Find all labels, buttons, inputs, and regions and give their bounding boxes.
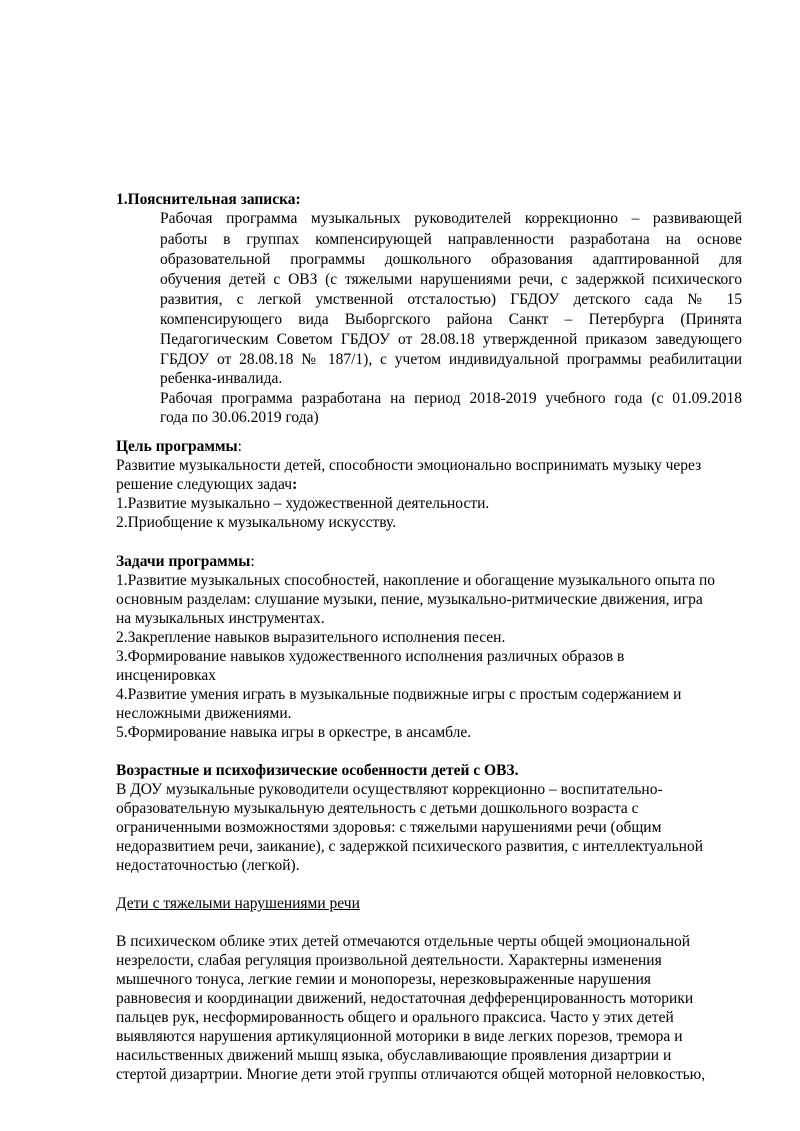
paragraph-line: ГБДОУ от 28.08.18 № 187/1), с учетом индивидуальной программы реабилитации	[160, 351, 742, 368]
section-title-explanatory-note: 1.Пояснительная записка:	[116, 191, 301, 208]
paragraph-line: образовательную музыкальную деятельность с детьми дошкольного возраста с	[116, 800, 639, 817]
list-item: основным разделам: слушание музыки, пение, музыкально-ритмические движения, игра	[116, 591, 703, 608]
paragraph-line: В ДОУ музыкальные руководители осуществляют коррекционно – воспитательно-	[116, 781, 663, 798]
paragraph-line: года по 30.06.2019 года)	[160, 409, 319, 426]
paragraph-line: мышечного тонуса, легкие гемии и монопорезы, нерезковыраженные нарушения	[116, 971, 652, 988]
list-item: 2.Закрепление навыков выразительного исполнения песен.	[116, 629, 506, 646]
paragraph-line: стертой дизартрии. Многие дети этой группы отличаются общей моторной неловкостью,	[116, 1066, 706, 1083]
paragraph-line: насильственных движений мышц языка, обуславливающие проявления дизартрии и	[116, 1047, 672, 1064]
tasks-heading	[116, 552, 696, 572]
paragraph-line: пальцев рук, несформированность общего и орального праксиса. Часто у этих детей	[116, 1009, 674, 1026]
list-item: инсценировках	[116, 667, 216, 684]
list-item: 1.Развитие музыкальных способностей, накопление и обогащение музыкального опыта по	[116, 572, 716, 589]
list-item: 1.Развитие музыкально – художественной деятельности.	[116, 495, 490, 512]
paragraph-line: недостаточностью (легкой).	[116, 857, 300, 874]
goal-title: Цель программы	[116, 438, 238, 455]
list-item: 4.Развитие умения играть в музыкальные подвижные игры с простым содержанием и	[116, 686, 682, 703]
goal-title-colon: :	[237, 438, 242, 455]
paragraph-line: выявляются нарушения артикуляционной моторики в виде легких порезов, тремора и	[116, 1028, 683, 1045]
paragraph-line: равновесия и координации движений, недостаточная дефференцированность моторики	[116, 990, 694, 1007]
list-item: на музыкальных инструментах.	[116, 610, 325, 627]
paragraph-line: Педагогическим Советом ГБДОУ от 28.08.18 утвержденной приказом заведующего	[160, 331, 742, 348]
paragraph-line: Рабочая программа разработана на период 2018-2019 учебного года (с 01.09.2018	[160, 390, 742, 407]
paragraph-line: развития, с легкой умственной отсталостью) ГБДОУ детского сада № 15	[160, 291, 742, 308]
paragraph-line: Развитие музыкальности детей, способности эмоционально воспринимать музыку через	[116, 457, 702, 474]
paragraph-line: работы в группах компенсирующей направленности разработана на основе	[160, 231, 742, 248]
list-item: 5.Формирование навыка игры в оркестре, в ансамбле.	[116, 724, 472, 741]
list-item: несложными движениями.	[116, 705, 292, 722]
tasks-title: Задачи программы	[116, 553, 251, 570]
paragraph-line: образовательной программы дошкольного образования адаптированной для	[160, 251, 742, 268]
paragraph-line: недоразвитием речи, заикание), с задержкой психического развития, с интеллектуальной	[116, 838, 703, 855]
list-item: 3.Формирование навыков художественного исполнения различных образов в	[116, 648, 625, 665]
paragraph-line: компенсирующего вида Выборгского района Санкт – Петербурга (Принята	[160, 311, 742, 328]
goal-heading	[116, 437, 696, 457]
paragraph-line: ограниченными возможностями здоровья: с тяжелыми нарушениями речи (общим	[116, 819, 662, 836]
list-item: 2.Приобщение к музыкальному искусству.	[116, 514, 397, 531]
tasks-title-colon: :	[250, 553, 255, 570]
paragraph-line	[116, 475, 696, 495]
paragraph-line: незрелости, слабая регуляция произвольной деятельности. Характерны изменения	[116, 952, 662, 969]
speech-section-title: Дети с тяжелыми нарушениями речи	[116, 895, 360, 912]
paragraph-line: Рабочая программа музыкальных руководителей коррекционно – развивающей	[160, 210, 742, 227]
paragraph-line: обучения детей с ОВЗ (с тяжелыми нарушениями речи, с задержкой психического	[160, 271, 742, 288]
goal-line2-text: решение следующих задач	[116, 476, 293, 493]
goal-line2-colon: :	[292, 476, 298, 493]
age-section-title: Возрастные и психофизические особенности детей с ОВЗ.	[116, 762, 519, 779]
paragraph-line: В психическом облике этих детей отмечаются отдельные черты общей эмоциональной	[116, 933, 691, 950]
paragraph-line: ребенка-инвалида.	[160, 370, 283, 387]
